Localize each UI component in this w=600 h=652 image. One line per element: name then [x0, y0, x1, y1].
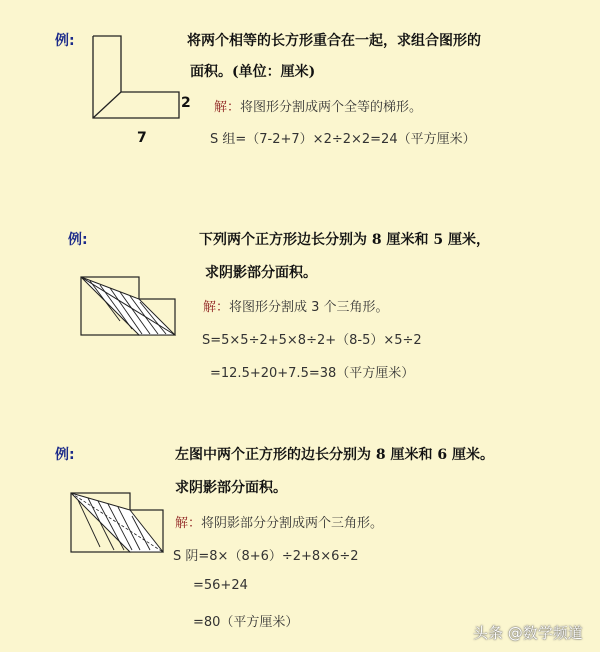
example-1-solution-line-1 — [214, 96, 422, 115]
example-3-solution-line-4: =80（平方厘米） — [193, 615, 299, 630]
example-3-solution-line-1 — [175, 512, 383, 531]
two-squares-figure-2 — [80, 276, 180, 341]
example-2-problem-line-2: 求阴影部分面积。 — [205, 265, 317, 281]
figure-1-width-label: 7 — [137, 130, 147, 146]
figure-1-height-label: 2 — [181, 95, 191, 111]
solution-text: 将图形分割成 3 个三角形。 — [229, 300, 389, 315]
example-2-solution-line-1 — [203, 296, 389, 315]
example-2-solution-line-2: S=5×5÷2+5×8÷2+（8-5）×5÷2 — [202, 333, 422, 348]
example-1-problem-line-1: 将两个相等的长方形重合在一起，求组合图形的 — [187, 33, 481, 49]
watermark: 头条 @数学频道 — [473, 624, 583, 642]
solution-prefix: 解： — [175, 516, 202, 531]
solution-prefix: 解： — [214, 100, 241, 115]
solution-text: 将图形分割成两个全等的梯形。 — [240, 100, 423, 115]
example-3-problem-line-1: 左图中两个正方形的边长分别为 8 厘米和 6 厘米。 — [175, 447, 494, 463]
example-2-label: 例: — [68, 232, 88, 248]
two-squares-figure-3 — [70, 492, 165, 557]
example-3-solution-line-2: S 阴=8×（8+6）÷2+8×6÷2 — [173, 549, 359, 564]
example-3-label: 例: — [55, 447, 75, 463]
example-1-problem-line-2: 面积。(单位：厘米) — [190, 64, 316, 80]
example-1-label: 例: — [55, 33, 75, 49]
l-shape-figure — [90, 34, 190, 124]
example-3-solution-line-3: =56+24 — [193, 578, 248, 593]
example-3-problem-line-2: 求阴影部分面积。 — [175, 480, 287, 496]
solution-text: 将阴影部分分割成两个三角形。 — [201, 516, 384, 531]
solution-prefix: 解： — [203, 300, 230, 315]
example-1-solution-line-2: S 组=（7-2+7）×2÷2×2=24（平方厘米） — [210, 132, 476, 147]
example-2-solution-line-3: =12.5+20+7.5=38（平方厘米） — [210, 366, 415, 381]
example-2-problem-line-1: 下列两个正方形边长分别为 8 厘米和 5 厘米， — [199, 232, 490, 248]
